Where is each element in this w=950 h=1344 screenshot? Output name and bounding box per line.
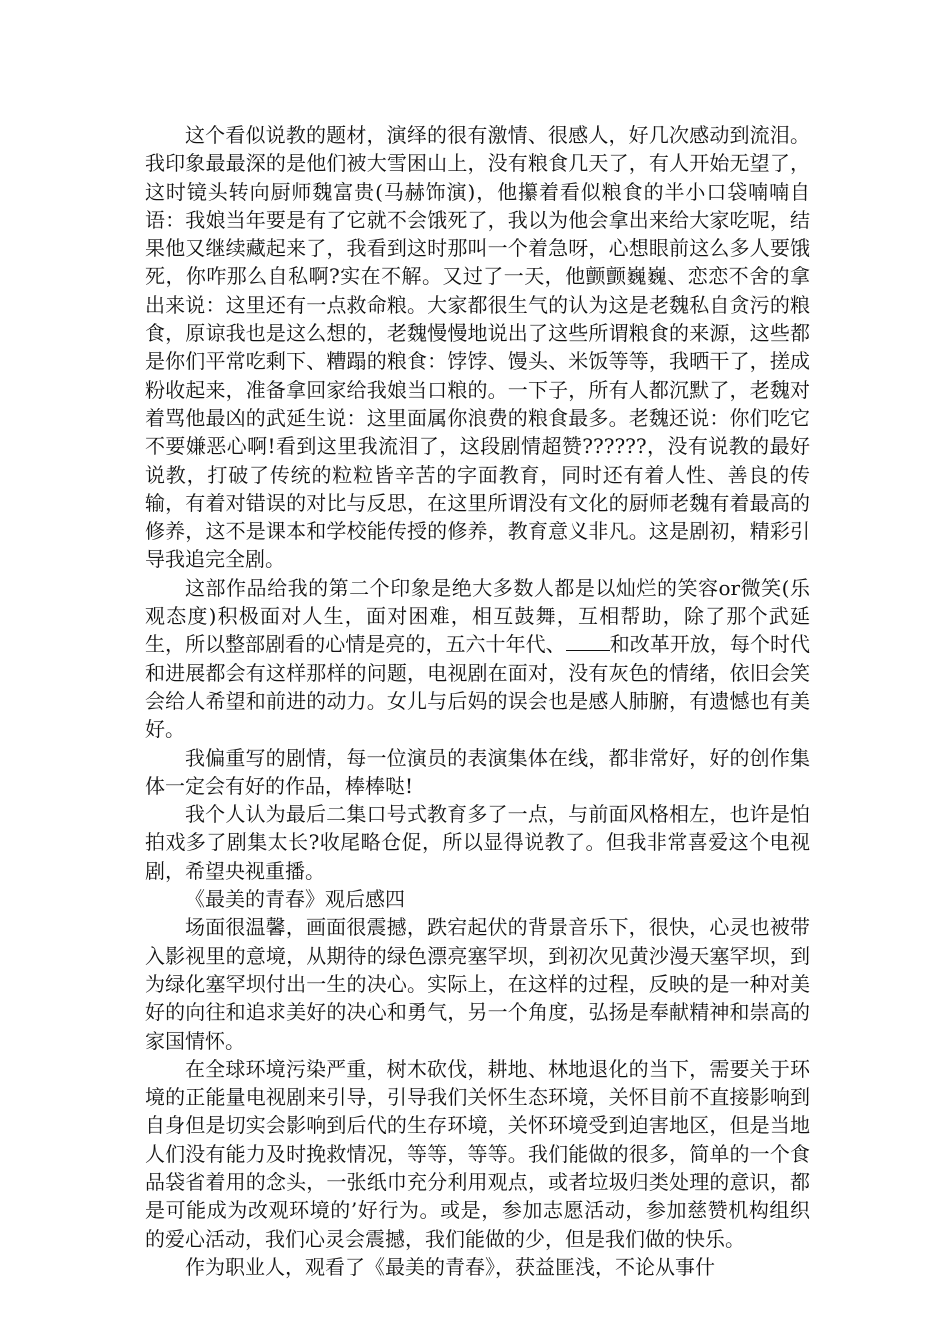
paragraph-2-text-after: 和改革开放，每个时代和进展都会有这样那样的问题，电视剧在面对，没有灰色的情绪，依旧会笑会给人希望和前进的动力。女儿与后妈的误会也是感人肺腑，有遗憾也有美好。: [145, 632, 811, 742]
paragraph-1: 这个看似说教的题材，演绎的很有激情、很感人，好几次感动到流泪。我印象最最深的是他们被大雪困山上，没有粮食几天了，有人开始无望了，这时镜头转向厨师魏富贵(马赫饰演)，他攥着看似粮食的半小口袋喃喃自语：我娘当年要是有了它就不会饿死了，我以为他会拿出来给大家吃呢，结果他又继续藏起来了，我看到这时那叫一个着急呀，心想眼前这么多人要饿死，你咋那么自私啊?实在不解。又过了一天，他颤颤巍巍、恋恋不舍的拿出来说：这里还有一点救命粮。大家都很生气的认为这是老魏私自贪污的粮食，原谅我也是这么想的，老魏慢慢地说出了这些所谓粮食的来源，这些都是你们平常吃剩下、糟蹋的粮食：饽饽、馒头、米饭等等，我晒干了，搓成粉收起来，准备拿回家给我娘当口粮的。一下子，所有人都沉默了，老魏对着骂他最凶的武延生说：这里面属你浪费的粮食最多。老魏还说：你们吃它不要嫌恶心啊!看到这里我流泪了，这段剧情超赞??????，没有说教的最好说教，打破了传统的粒粒皆辛苦的字面教育，同时还有着人性、善良的传输，有着对错误的对比与反思，在这里所谓没有文化的厨师老魏有着最高的修养，这不是课本和学校能传授的修养，教育意义非凡。这是剧初，精彩引导我追完全剧。: [145, 123, 810, 572]
section-heading: 《最美的青春》观后感四: [185, 887, 405, 912]
paragraph-5: 场面很温馨，画面很震撼，跌宕起伏的背景音乐下，很快，心灵也被带入影视里的意境，从期待的绿色漂亮塞罕坝，到初次见黄沙漫天塞罕坝，到为绿化塞罕坝付出一生的决心。实际上，在这样的过程，反映的是一种对美好的向往和追求美好的决心和勇气，另一个角度，弘扬是奉献精神和崇高的家国情怀。: [145, 915, 810, 1053]
paragraph-2-text-before: 这部作品给我的第二个印象是绝大多数人都是以灿烂的笑容or微笑(乐观态度)积极面对人生，面对困难，相互鼓舞，互相帮助，除了那个武延生，所以整部剧看的心情是亮的，五六十年代、: [145, 575, 810, 657]
paragraph-2: [145, 574, 810, 744]
paragraph-6: 在全球环境污染严重，树木砍伐，耕地、林地退化的当下，需要关于环境的正能量电视剧来引导，引导我们关怀生态环境，关怀目前不直接影响到自身但是切实会影响到后代的生存环境，关怀环境受到迫害地区，但是当地人们没有能力及时挽救情况，等等，等等。我们能做的很多，简单的一个食品袋省着用的念头，一张纸巾充分利用观点，或者垃圾归类处理的意识，都是可能成为改观环境的’好行为。或是，参加志愿活动，参加慈赞机构组织的爱心活动，我们心灵会震撼，我们能做的少，但是我们做的快乐。: [145, 1056, 810, 1251]
paragraph-3: 我偏重写的剧情，每一位演员的表演集体在线，都非常好，好的创作集体一定会有好的作品，棒棒哒!: [145, 745, 810, 798]
paragraph-4: 我个人认为最后二集口号式教育多了一点，与前面风格相左，也许是怕拍戏多了剧集太长?收尾略仓促，所以显得说教了。但我非常喜爱这个电视剧，希望央视重播。: [145, 802, 810, 883]
paragraph-7: 作为职业人，观看了《最美的青春》，获益匪浅，不论从事什: [185, 1254, 715, 1279]
document-body: [145, 121, 810, 1281]
fill-in-blank: [566, 632, 610, 651]
